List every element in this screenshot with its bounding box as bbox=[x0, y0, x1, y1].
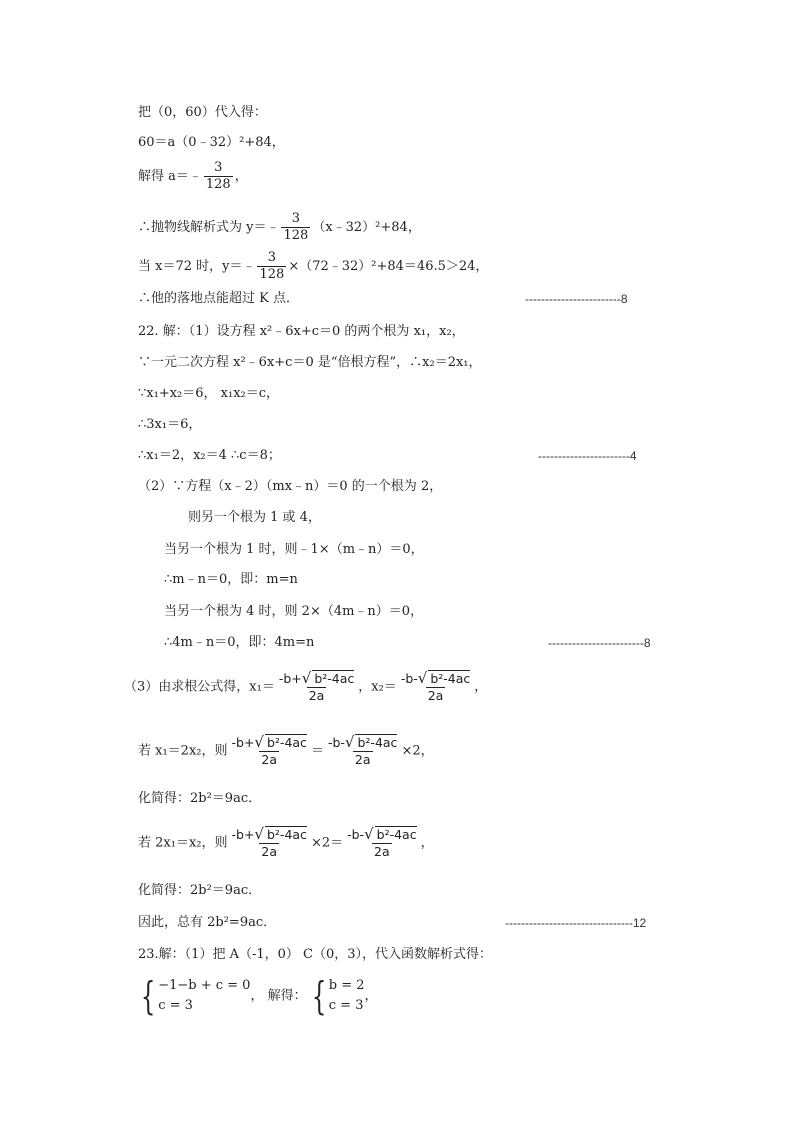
sqrt-sign: √ bbox=[344, 733, 355, 751]
radicand: b²-4ac bbox=[357, 735, 398, 750]
num-prefix: -b- bbox=[347, 827, 365, 842]
root-plus-fraction bbox=[230, 734, 309, 768]
line-3x1: ∴3x₁＝6， bbox=[138, 417, 202, 432]
text: ， bbox=[234, 169, 248, 184]
line-system bbox=[136, 976, 378, 1016]
text: ＝ bbox=[310, 743, 324, 759]
line-conclusion: ∴他的落地点能超过 K 点． bbox=[138, 291, 299, 306]
num-prefix: -b+ bbox=[278, 671, 302, 686]
fraction bbox=[281, 211, 310, 244]
denominator: 2a bbox=[308, 688, 325, 703]
text: ×2， bbox=[401, 743, 434, 759]
denominator: 128 bbox=[283, 228, 309, 243]
denominator: 2a bbox=[261, 752, 278, 767]
numerator bbox=[230, 734, 309, 751]
equation: −1−b + c = 0 bbox=[158, 978, 251, 993]
numerator bbox=[230, 826, 309, 843]
line-q23: 23.解：（1）把 A（-1，0） C（0，3），代入函数解析式得： bbox=[138, 947, 493, 962]
line-case-x1-2x2 bbox=[138, 734, 434, 768]
text: 若 2x₁＝x₂，则 bbox=[138, 835, 228, 851]
denominator: 128 bbox=[205, 177, 231, 192]
text: 若 x₁＝2x₂，则 bbox=[138, 743, 228, 759]
text: 解得 a＝﹣ bbox=[138, 169, 202, 184]
num-prefix: -b- bbox=[400, 671, 418, 686]
text: ，x₂＝ bbox=[358, 679, 397, 695]
line-m-eq-n: ∴m﹣n＝0，即：m=n bbox=[164, 572, 298, 587]
root-minus-fraction bbox=[326, 734, 399, 768]
line-equation: 60＝a（0﹣32）²+84， bbox=[138, 135, 285, 150]
radicand: b²-4ac bbox=[266, 827, 307, 842]
line-q22: 22. 解：（1）设方程 x²﹣6x+c＝0 的两个根为 x₁，x₂， bbox=[138, 324, 465, 339]
line-other-root: 则另一个根为 1 或 4， bbox=[188, 510, 321, 525]
numerator bbox=[399, 670, 472, 687]
numerator bbox=[345, 826, 418, 843]
left-brace-icon: { bbox=[311, 974, 326, 1018]
text: （3）由求根公式得，x₁＝ bbox=[124, 679, 275, 695]
text: 当 x＝72 时，y＝﹣ bbox=[138, 259, 256, 274]
sqrt-sign: √ bbox=[364, 825, 374, 843]
score-marker: --------------------------------12 bbox=[505, 916, 647, 930]
text: ， bbox=[474, 679, 488, 695]
line-simplify-1: 化简得：2b²＝9ac． bbox=[138, 791, 262, 806]
line-solve-a bbox=[138, 160, 248, 193]
numerator: 3 bbox=[267, 250, 277, 265]
line-root4: 当另一个根为 4 时，则 2×（4m﹣n）＝0， bbox=[164, 604, 424, 619]
line-double-root: ∵一元二次方程 x²﹣6x+c＝0 是“倍根方程”，∴x₂＝2x₁， bbox=[138, 355, 482, 370]
text: ×2＝ bbox=[310, 835, 344, 851]
root-plus-fraction bbox=[230, 826, 309, 860]
line-substitute: 把（0，60）代入得： bbox=[138, 105, 267, 120]
radicand: b²-4ac bbox=[266, 735, 307, 750]
radicand: b²-4ac bbox=[314, 671, 355, 686]
radicand: b²-4ac bbox=[376, 827, 417, 842]
text: ， 解得： bbox=[250, 988, 307, 1004]
num-prefix: -b- bbox=[327, 735, 345, 750]
numerator bbox=[326, 734, 399, 751]
solution-system bbox=[329, 976, 365, 1016]
line-quadratic-formula bbox=[124, 670, 487, 704]
line-therefore: 因此，总有 2b²=9ac． bbox=[138, 915, 277, 930]
line-part2: （2）∵方程（x﹣2）（mx﹣n）＝0 的一个根为 2， bbox=[138, 479, 443, 494]
text: ×（72﹣32）²+84＝46.5＞24， bbox=[288, 259, 489, 274]
root-plus-fraction bbox=[277, 670, 356, 704]
sqrt-sign: √ bbox=[254, 733, 264, 751]
sqrt-sign: √ bbox=[417, 669, 428, 687]
line-parabola bbox=[138, 211, 421, 244]
root-minus-fraction bbox=[345, 826, 418, 860]
num-prefix: -b+ bbox=[231, 827, 255, 842]
denominator: 128 bbox=[259, 267, 285, 282]
score-marker: -----------------------4 bbox=[538, 449, 637, 463]
line-4m-eq-n: ∴4m﹣n＝0，即：4m=n bbox=[164, 635, 315, 650]
line-simplify-2: 化简得：2b²＝9ac． bbox=[138, 883, 262, 898]
num-prefix: -b+ bbox=[231, 735, 255, 750]
equation: c = 3 bbox=[328, 998, 364, 1013]
text: ∴抛物线解析式为 y＝﹣ bbox=[138, 220, 280, 235]
line-roots: ∴x₁＝2，x₂＝4 ∴c＝8； bbox=[138, 448, 281, 463]
line-sum-product: ∵x₁+x₂＝6， x₁x₂＝c， bbox=[138, 386, 280, 401]
fraction bbox=[257, 250, 286, 283]
fraction bbox=[204, 160, 233, 193]
denominator: 2a bbox=[374, 844, 390, 859]
radicand: b²-4ac bbox=[430, 671, 471, 686]
equation-system bbox=[158, 976, 250, 1016]
denominator: 2a bbox=[261, 844, 278, 859]
score-marker: ------------------------8 bbox=[548, 636, 651, 650]
text: ， bbox=[364, 988, 378, 1004]
sqrt-sign: √ bbox=[254, 825, 264, 843]
text: （x﹣32）²+84， bbox=[312, 220, 421, 235]
numerator: 3 bbox=[214, 160, 223, 175]
line-x72 bbox=[138, 250, 488, 283]
numerator: 3 bbox=[291, 211, 301, 226]
root-minus-fraction bbox=[399, 670, 472, 704]
score-marker: ------------------------8 bbox=[525, 292, 628, 306]
left-brace-icon: { bbox=[140, 974, 156, 1018]
equation: b = 2 bbox=[328, 978, 365, 993]
sqrt-sign: √ bbox=[301, 669, 312, 687]
denominator: 2a bbox=[427, 688, 444, 703]
line-root1: 当另一个根为 1 时，则﹣1×（m﹣n）＝0， bbox=[164, 542, 424, 557]
text: ， bbox=[420, 835, 434, 851]
line-case-2x1-x2 bbox=[138, 826, 434, 860]
denominator: 2a bbox=[354, 752, 371, 767]
numerator bbox=[277, 670, 356, 687]
equation: c = 3 bbox=[158, 998, 193, 1013]
